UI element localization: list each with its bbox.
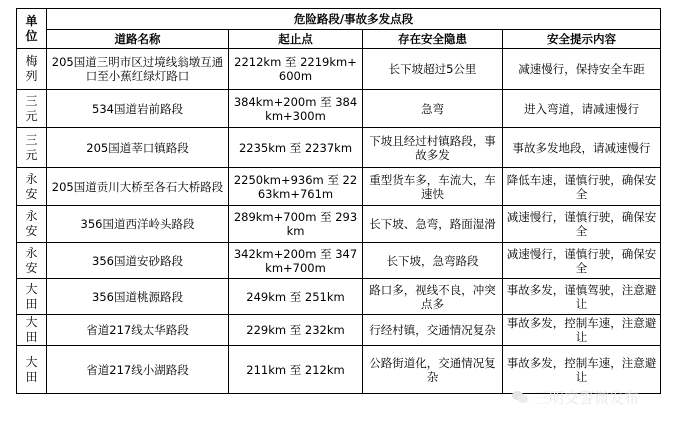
unit-column-header: 单位 bbox=[17, 9, 47, 49]
tip-cell: 降低车速，谨慎行驶，确保安全 bbox=[503, 168, 661, 206]
range-cell: 249km 至 251km bbox=[229, 279, 363, 315]
table-row bbox=[17, 168, 661, 206]
table-row bbox=[17, 49, 661, 90]
table-row bbox=[17, 279, 661, 315]
column-header-hazard: 存在安全隐患 bbox=[363, 30, 503, 49]
hazard-cell: 路口多，视线不良，冲突点多 bbox=[363, 279, 503, 315]
road-cell: 205国道三明市区过境线翁墩互通口至小蕉红绿灯路口 bbox=[47, 49, 229, 90]
unit-cell: 三元 bbox=[17, 128, 47, 168]
tip-cell: 事故多发地段，请减速慢行 bbox=[503, 128, 661, 168]
column-header-range: 起止点 bbox=[229, 30, 363, 49]
road-cell: 356国道西洋岭头路段 bbox=[47, 206, 229, 243]
hazard-cell: 长下坡、急弯，路面湿滑 bbox=[363, 206, 503, 243]
road-cell: 省道217线太华路段 bbox=[47, 315, 229, 346]
range-cell: 2250km+936m 至 2263km+761m bbox=[229, 168, 363, 206]
tip-cell: 减速慢行，谨慎行驶，确保安全 bbox=[503, 206, 661, 243]
unit-cell: 永安 bbox=[17, 206, 47, 243]
unit-cell: 大田 bbox=[17, 279, 47, 315]
hazard-cell: 长下坡，急弯路段 bbox=[363, 243, 503, 279]
unit-cell: 大田 bbox=[17, 346, 47, 394]
tip-cell: 事故多发，控制车速，注意避让 bbox=[503, 346, 661, 394]
hazard-cell: 公路街道化，交通情况复杂 bbox=[363, 346, 503, 394]
unit-cell: 三元 bbox=[17, 90, 47, 128]
tip-cell: 进入弯道，请减速慢行 bbox=[503, 90, 661, 128]
chat-bubbles-icon bbox=[512, 390, 530, 404]
tip-cell: 减速慢行，谨慎行驶，确保安全 bbox=[503, 243, 661, 279]
road-cell: 205国道莘口镇路段 bbox=[47, 128, 229, 168]
range-cell: 384km+200m 至 384km+300m bbox=[229, 90, 363, 128]
hazard-cell: 重型货车多，车流大，车速快 bbox=[363, 168, 503, 206]
hazard-cell: 急弯 bbox=[363, 90, 503, 128]
hazard-cell: 行经村镇，交通情况复杂 bbox=[363, 315, 503, 346]
hazard-cell: 下坡且经过村镇路段，事故多发 bbox=[363, 128, 503, 168]
unit-cell: 梅列 bbox=[17, 49, 47, 90]
tip-cell: 事故多发，控制车速，注意避让 bbox=[503, 315, 661, 346]
range-cell: 342km+200m 至 347km+700m bbox=[229, 243, 363, 279]
range-cell: 2235km 至 2237km bbox=[229, 128, 363, 168]
hazard-table bbox=[16, 8, 661, 394]
table-row bbox=[17, 243, 661, 279]
watermark-text: 三明交警微发布 bbox=[534, 388, 640, 407]
tip-cell: 事故多发，谨慎驾驶，注意避让 bbox=[503, 279, 661, 315]
range-cell: 229km 至 232km bbox=[229, 315, 363, 346]
unit-cell: 永安 bbox=[17, 168, 47, 206]
table-row bbox=[17, 128, 661, 168]
unit-cell: 大田 bbox=[17, 315, 47, 346]
tip-cell: 减速慢行，保持安全车距 bbox=[503, 49, 661, 90]
range-cell: 289km+700m 至 293km bbox=[229, 206, 363, 243]
column-header-road: 道路名称 bbox=[47, 30, 229, 49]
road-cell: 205国道贡川大桥至各石大桥路段 bbox=[47, 168, 229, 206]
table-row bbox=[17, 90, 661, 128]
table-row bbox=[17, 206, 661, 243]
group-title: 危险路段/事故多发点段 bbox=[47, 9, 661, 30]
column-header-tip: 安全提示内容 bbox=[503, 30, 661, 49]
road-cell: 534国道岩前路段 bbox=[47, 90, 229, 128]
range-cell: 211km 至 212km bbox=[229, 346, 363, 394]
watermark bbox=[512, 386, 639, 408]
hazard-cell: 长下坡超过5公里 bbox=[363, 49, 503, 90]
range-cell: 2212km 至 2219km+600m bbox=[229, 49, 363, 90]
road-cell: 356国道桃源路段 bbox=[47, 279, 229, 315]
table-row bbox=[17, 315, 661, 346]
road-cell: 省道217线小湖路段 bbox=[47, 346, 229, 394]
road-cell: 356国道安砂路段 bbox=[47, 243, 229, 279]
unit-cell: 永安 bbox=[17, 243, 47, 279]
